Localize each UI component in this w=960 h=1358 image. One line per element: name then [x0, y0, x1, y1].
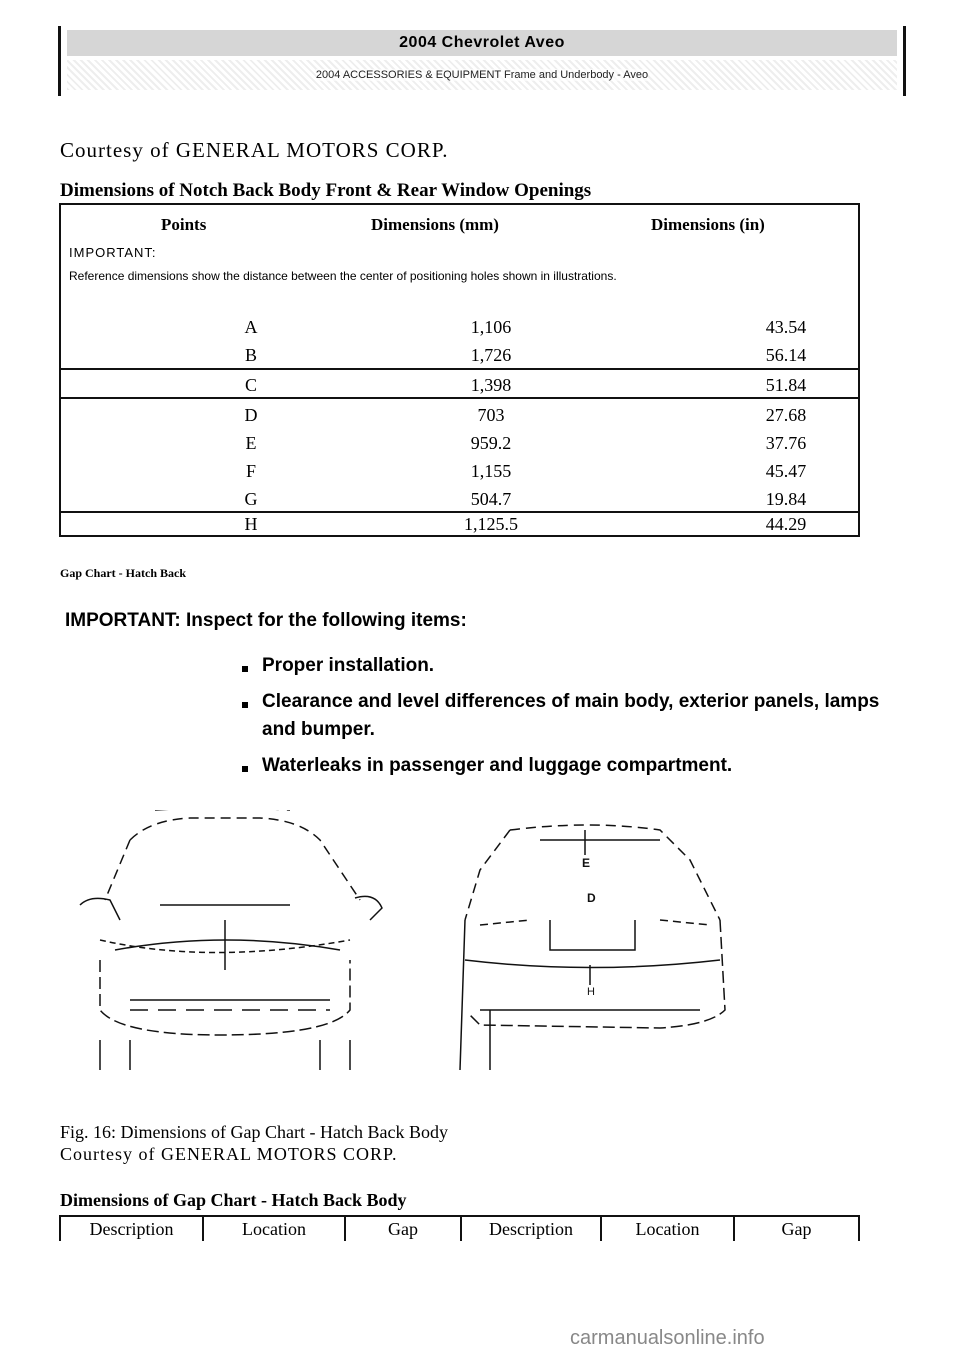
column-header-gap: Gap [346, 1217, 462, 1241]
cell-in: 51.84 [765, 375, 807, 395]
cell-point: B [244, 345, 257, 365]
cell-in: 27.68 [765, 405, 807, 425]
important-heading: IMPORTANT: Inspect for the following items: [65, 610, 467, 631]
document-title: 2004 Chevrolet Aveo [67, 30, 897, 56]
table-row [61, 401, 858, 429]
gap-chart-caption: Gap Chart - Hatch Back [60, 566, 186, 580]
courtesy-line: Courtesy of GENERAL MOTORS CORP. [60, 138, 449, 162]
cell-mm: 1,106 [470, 317, 512, 337]
gap-chart-table [59, 1215, 860, 1241]
table-row [61, 313, 858, 341]
gap-chart-figure [60, 810, 740, 1090]
table-row [61, 485, 858, 513]
cell-in: 19.84 [765, 489, 807, 509]
list-item: Waterleaks in passenger and luggage compartment. [240, 752, 880, 780]
cell-mm: 1,125.5 [464, 514, 518, 534]
cell-point: E [245, 433, 257, 453]
cell-point: G [244, 489, 258, 509]
cell-mm: 1,398 [470, 375, 512, 395]
label-d: D [587, 891, 596, 905]
column-header-mm: Dimensions (mm) [371, 215, 499, 234]
cell-point: A [244, 317, 258, 337]
cell-in: 56.14 [765, 345, 807, 365]
figure-caption: Fig. 16: Dimensions of Gap Chart - Hatch Back Body [60, 1122, 448, 1142]
row-divider [61, 368, 858, 370]
header-banner [58, 26, 906, 96]
cell-in: 37.76 [765, 433, 807, 453]
cell-mm: 504.7 [470, 489, 512, 509]
list-item: Clearance and level differences of main body, exterior panels, lamps and bumper. [240, 688, 880, 744]
cell-mm: 1,726 [470, 345, 512, 365]
list-item: Proper installation. [240, 652, 880, 680]
cell-in: 45.47 [765, 461, 807, 481]
table-row [61, 371, 858, 399]
cell-mm: 1,155 [470, 461, 512, 481]
column-header-in: Dimensions (in) [651, 215, 765, 234]
courtesy-line: Courtesy of GENERAL MOTORS CORP. [60, 1144, 398, 1164]
cell-mm: 703 [477, 405, 505, 425]
cell-point: C [244, 375, 257, 395]
document-subtitle-text: 2004 ACCESSORIES & EQUIPMENT Frame and Underbody - Aveo [315, 69, 649, 81]
column-header-points: Points [161, 215, 207, 234]
table-row [61, 341, 858, 369]
important-label: IMPORTANT: [69, 245, 157, 260]
cell-in: 44.29 [765, 514, 807, 534]
table2-caption: Dimensions of Gap Chart - Hatch Back Body [60, 1190, 407, 1210]
row-divider [61, 397, 858, 399]
table-row [61, 429, 858, 457]
cell-point: H [244, 514, 258, 534]
cell-in: 43.54 [765, 317, 807, 337]
column-header-gap: Gap [781, 1219, 812, 1239]
table-row [61, 457, 858, 485]
inspection-list [240, 652, 880, 788]
table1-caption: Dimensions of Notch Back Body Front & Rear Window Openings [60, 180, 592, 201]
document-subtitle [67, 60, 897, 90]
front-view-illustration [80, 810, 382, 1070]
cell-point: D [244, 405, 258, 425]
site-watermark: carmanualsonline.info [570, 1327, 765, 1349]
important-note: Reference dimensions show the distance between the center of positioning holes shown in illustrations. [69, 269, 617, 283]
label-h: H [587, 986, 595, 998]
dimensions-table [59, 203, 860, 537]
cell-point: F [245, 461, 256, 481]
column-header-location: Location [204, 1217, 346, 1241]
column-header-description: Description [61, 1217, 204, 1241]
column-header-description: Description [462, 1217, 602, 1241]
label-e: E [582, 856, 591, 870]
table-row [61, 510, 858, 538]
rear-view-illustration [460, 825, 725, 1070]
column-header-location: Location [602, 1217, 735, 1241]
cell-mm: 959.2 [470, 433, 512, 453]
